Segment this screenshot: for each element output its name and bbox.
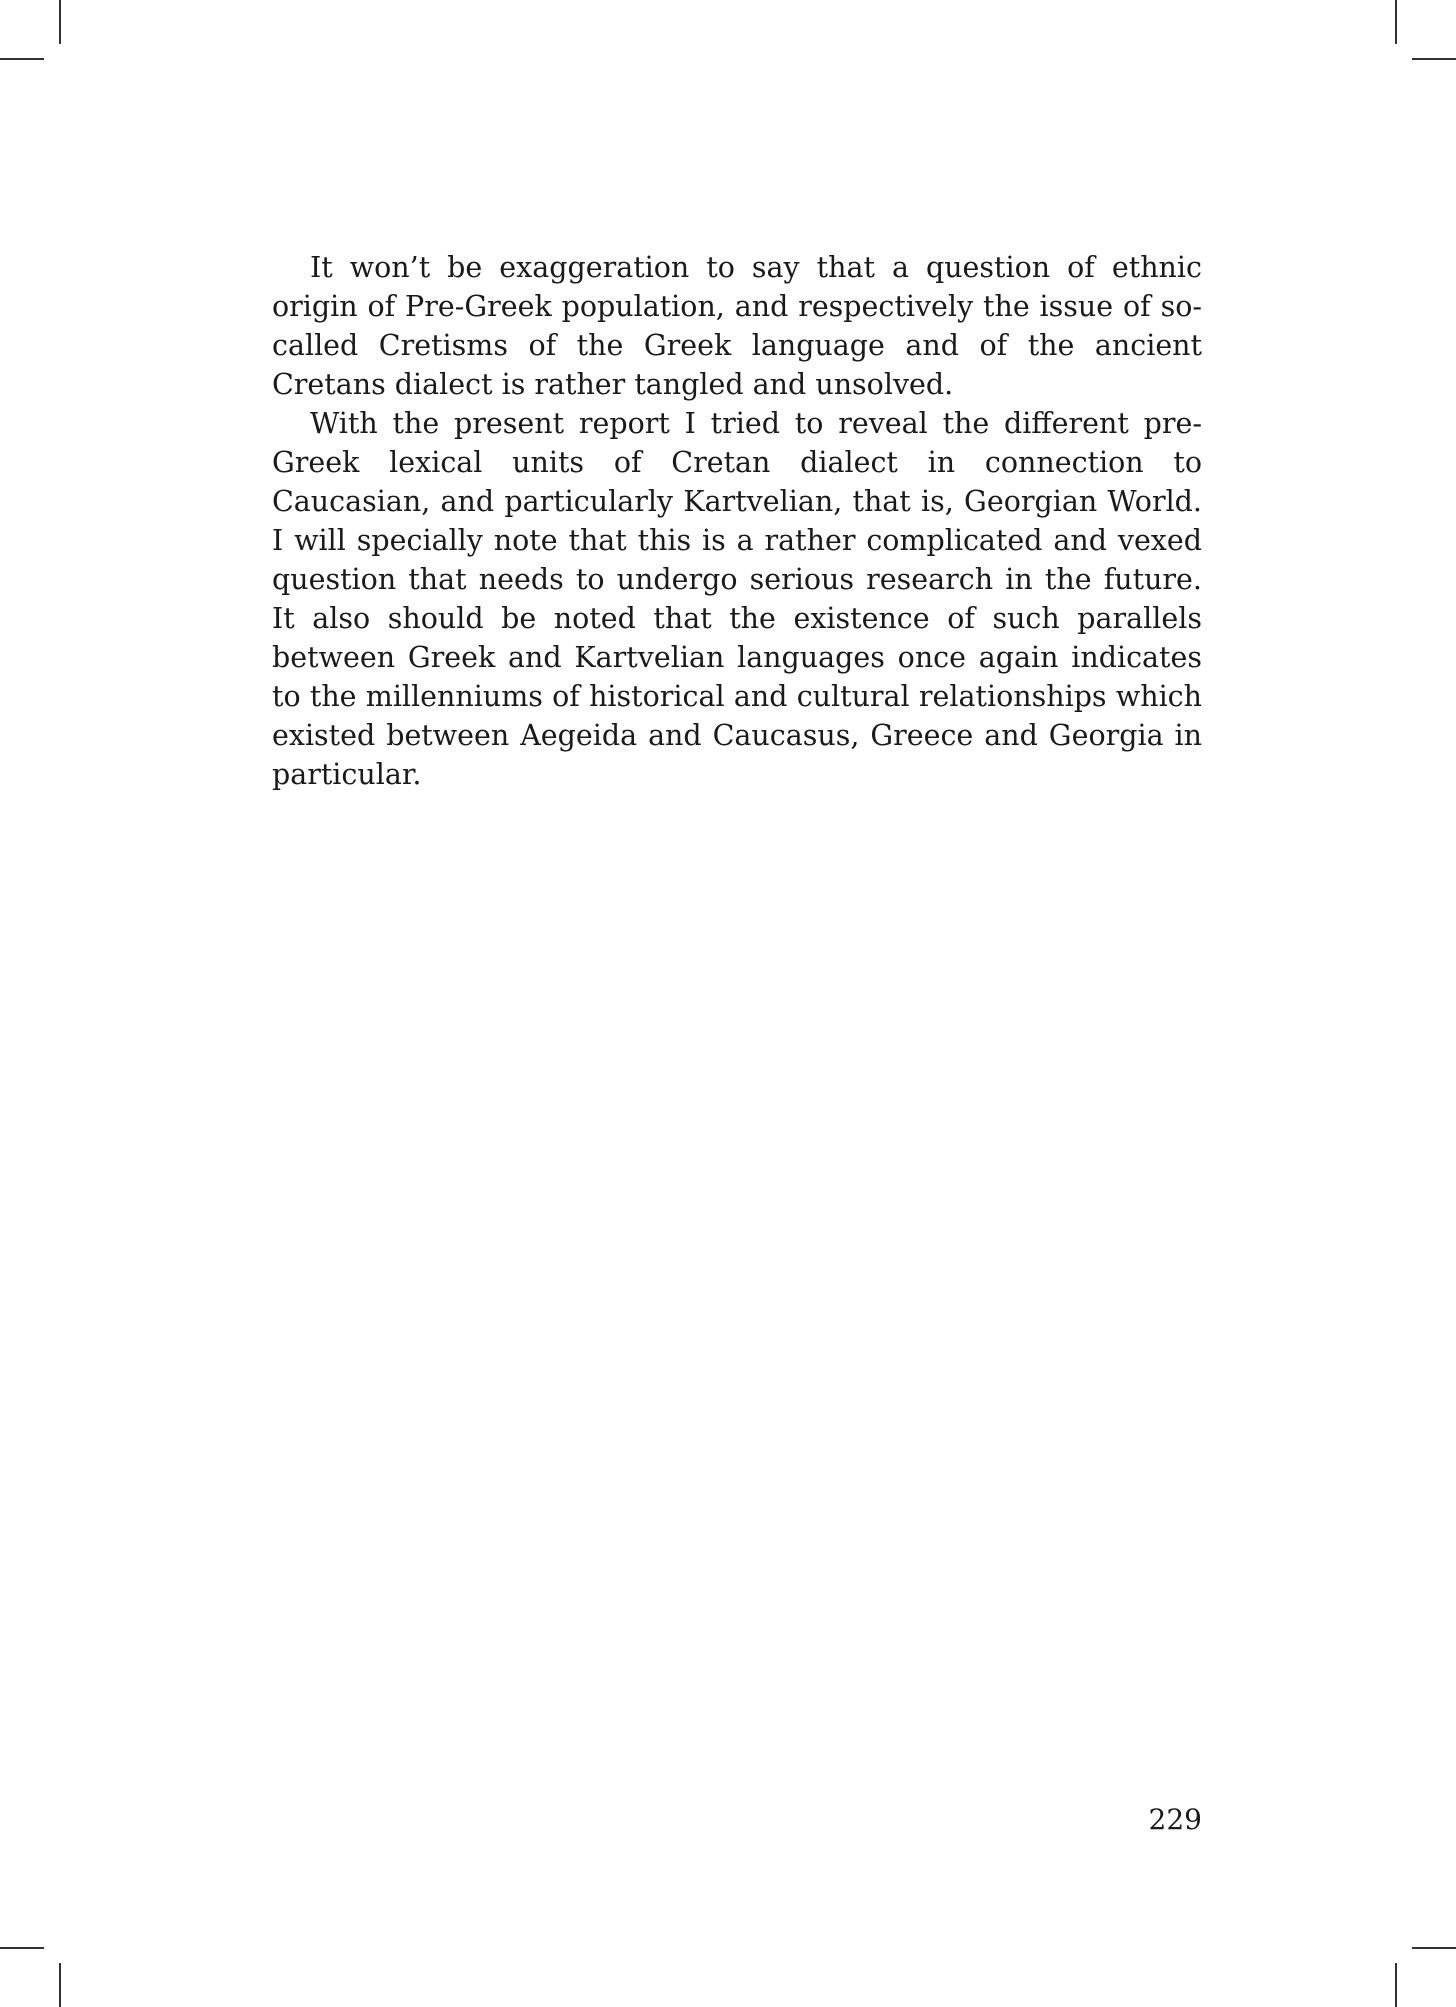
crop-mark-bottom-right-horizontal [1412,1947,1456,1949]
paragraph-1: It won’t be exaggeration to say that a question of ethnic origin of Pre-Greek population, and respectively the issue of so-called Cretisms of the Greek language and of the ancient Cretans dialect is rather tangled and unsolved. [272,251,1202,401]
crop-mark-bottom-left-vertical [59,1963,61,2007]
page-number: 229 [1148,1803,1202,1836]
body-text [272,248,1202,794]
crop-mark-bottom-right-vertical [1395,1963,1397,2007]
crop-mark-top-left-vertical [59,0,61,44]
crop-mark-top-right-vertical [1395,0,1397,44]
crop-mark-bottom-left-horizontal [0,1947,44,1949]
crop-mark-top-right-horizontal [1412,58,1456,60]
crop-mark-top-left-horizontal [0,58,44,60]
paragraph-2: With the present report I tried to reveal the different pre-Greek lexical units of Cretan dialect in connection to Caucasian, and particularly Kartvelian, that is, Georgian World. I will specially note that this is a rather complicated and vexed question that needs to undergo serious research in the future. It also should be noted that the existence of such parallels between Greek and Kartvelian languages once again indicates to the millenniums of historical and cultural relationships which existed between Aegeida and Caucasus, Greece and Georgia in particular. [272,407,1202,791]
